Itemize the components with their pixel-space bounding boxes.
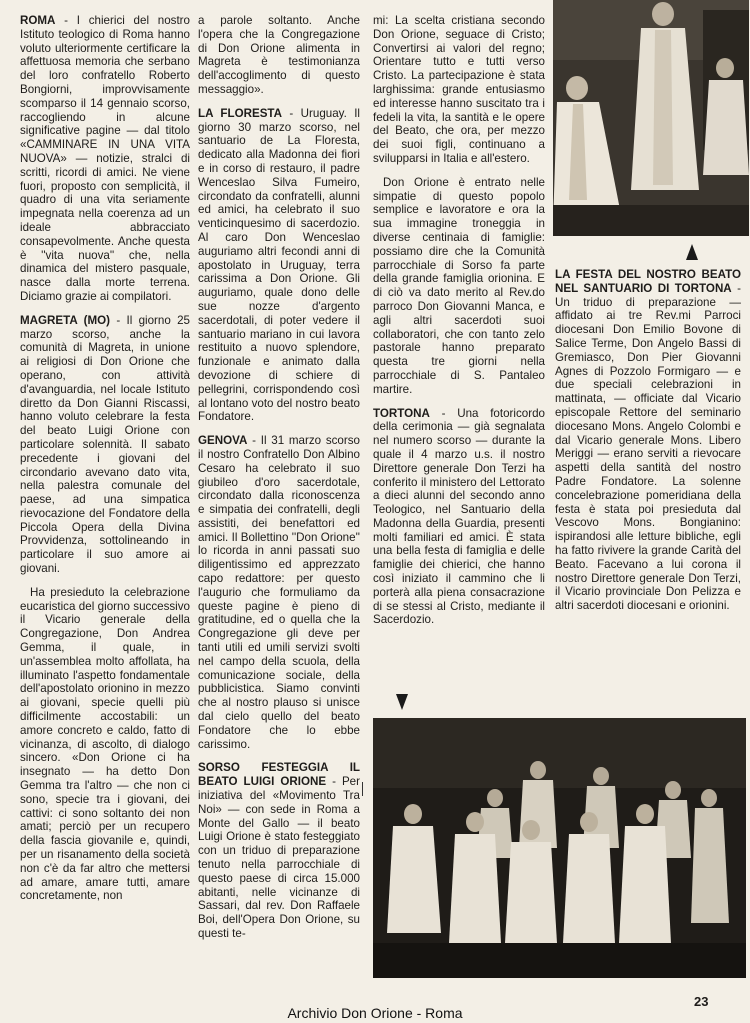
- body-sorso: - Per iniziativa del «Movimento Tra Noi» — con sede in Roma a Monte del Gallo — il beato Luigi Orione è stato festeggiato con un triduo di preparazione tenuto nella parrocchiale di questo paese di circa 15.000 abitanti, nelle vicinanze di Sassari, dal rev. Don Raffaele Boi, dell'Opera Don Orione, su questi te-: [198, 775, 360, 940]
- article-roma: [20, 14, 190, 304]
- article-genova: [198, 434, 360, 751]
- column-rule: [362, 782, 363, 796]
- heading-magreta: MAGRETA (MO): [20, 313, 111, 327]
- article-sorso-end: Don Orione è entrato nelle simpatie di questo popolo semplice e lavoratore e ora la sua immagine troneggia in diverse centinaia di famiglie: possiamo dire che la Comunità parrocchiale di Sorso fa parte della grande famiglia orionina. E di ciò va dato merito al Rev.do parroco Don Giovanni Manca, e agli altri sacerdoti suoi collaboratori, che con tanto zelo pastorale hanno preparato questa tre giorni nella parrocchiale di S. Pantaleo martire.: [373, 175, 545, 396]
- heading-tortona: TORTONA: [373, 406, 430, 420]
- body-festa-santuario: - Un triduo di preparazione — affidato ai tre Rev.mi Parroci diocesani Don Emilio Bovone di Salice Terme, Don Angelo Bassi di Gremiasco, Don Pier Giovanni Agnes di Pozzolo Formigaro — e due speciali celebrazioni in mattinata, — officiate dal Vicario episcopale Rettore del seminario diocesano Mons. Angelo Colombi e dal Vicario generale Mons. Libero Meriggi — erano serviti a rievocare aspetti della santità del nostro Padre Fondatore. La solenne concelebrazione pomeridiana della festa è stata poi presieduta dal Vescovo Mons. Bongianino: ispirandosi alle letture bibliche, egli ha fatto rivivere la grande Carità del Beato. Facevano a lui corona il nostro Direttore generale Don Terzi, il Vicario provinciale Don Pelizza e altri sacerdoti diocesani e orionini.: [555, 281, 741, 613]
- article-festa-santuario: [555, 268, 741, 613]
- group-photo: [373, 718, 746, 978]
- heading-la-floresta: LA FLORESTA: [198, 106, 283, 120]
- arrow-up-icon: [686, 244, 698, 260]
- body-magreta: - Il giorno 25 marzo scorso, anche la comunità di Magreta, in unione ai religiosi di Don Orione che operano, con attività d'avanguardia, nel locale Istituto diretto da Don Gianni Riscassi, hanno voluto celebrare la festa del beato Luigi Orione con particolare solennità. Il sabato precedente i giovani del circondario avevano dato vita, nella palestra comunale del paese, ad una simpatica rievocazione del Fondatore della Piccola Opera della Divina Provvidenza, sottolineando in particolare il suo amore ai giovani.: [20, 313, 190, 576]
- heading-genova: GENOVA: [198, 434, 248, 448]
- article-sorso: [198, 761, 360, 940]
- article-magreta-cont: Ha presieduto la celebrazione eucaristica del giorno successivo il Vicario generale della Congregazione, Don Andrea Gemma, il quale, in un'assemblea molto affollata, ha illuminato l'aspetto fondamentale dell'apostolato orionino in mezzo ai giovani, specie quelli più difficilmente accostabili: un amore concreto e caldo, fatto di vicinanza, di ascolto, di dialogo sincero. «Don Orione ci ha insegnato — ha detto Don Gemma tra l'altro — che non ci sono, specie tra i giovani, dei cattivi: ci sono soltanto dei non amati; perciò per un recupero della fascia giovanile e, quindi, per un risanamento della società non c'è da far altro che mettersi ad amare, amare tutti, amare concretamente, non: [20, 585, 190, 903]
- column-2: [198, 14, 360, 979]
- column-4: [555, 268, 741, 708]
- body-la-floresta: - Uruguay. Il giorno 30 marzo scorso, nel santuario de La Floresta, dedicato alla Madonna dei fiori e in corso di restauro, il padre Wenceslao Silva Fumeiro, circondato da confratelli, alunni ed amici, ha celebrato il suo venticinquesimo di sacerdozio. Al caro Don Wenceslao auguriamo altri fecondi anni di apostolato in Uruguay, terra carissima a Don Orione. Gli auguriamo, quale dono delle sue nozze d'argento sacerdotali, di poter vedere il santuario mariano in cui lavora restituito a nuovo splendore, funzionale e animato dalla devozione di schiere di pellegrini, corrispondendo così al lontano voto del nostro beato Fondatore.: [198, 106, 360, 424]
- article-la-floresta: [198, 107, 360, 424]
- column-3: [373, 14, 545, 714]
- ceremony-photo: [553, 0, 749, 236]
- archive-footer: Archivio Don Orione - Roma: [287, 1005, 463, 1021]
- article-tortona: [373, 407, 545, 628]
- article-magreta: [20, 314, 190, 576]
- arrow-down-icon: [396, 694, 408, 710]
- group-photo-drawing: [373, 718, 746, 978]
- heading-festa-santuario: LA FESTA DEL NOSTRO BEATO NEL SANTUARIO DI TORTONA: [555, 268, 741, 295]
- heading-roma: ROMA: [20, 14, 56, 27]
- article-magreta-end: a parole soltanto. Anche l'opera che la Congregazione di Don Orione alimenta in Magreta è testimonianza dell'accoglimento di questo messaggio».: [198, 14, 360, 96]
- ceremony-photo-drawing: [553, 0, 749, 236]
- column-1: [20, 14, 190, 979]
- body-tortona: - Una fotoricordo della cerimonia — già segnalata nel numero scorso — durante la quale il 4 marzo u.s. il nostro Direttore generale Don Terzi ha conferito il ministero del Lettorato a dieci alunni del secondo anno Teologico, nel Santuario della Madonna della Guardia, presenti molti familiari ed amici. È stata una bella festa di famiglia e delle famiglie dei chierici, che hanno così iniziato il cammino che li porterà alla piena consacrazione di se stessi al Cristo, mediante il Sacerdozio.: [373, 406, 545, 627]
- page-number: 23: [694, 994, 709, 1009]
- heading-sorso: SORSO FESTEGGIA IL BEATO LUIGI ORIONE: [198, 761, 360, 789]
- body-genova: - Il 31 marzo scorso il nostro Confratello Don Albino Cesaro ha celebrato il suo giubileo d'oro sacerdotale, circondato dalla riconoscenza e simpatia dei confratelli, degli assistiti, dei benefattori ed amici. Il Bollettino ''Don Orione'' lo ricorda in anni passati suo diligentissimo ed apprezzato capo redattore: per questo l'augurio che formuliamo da queste pagine è pieno di gratitudine, ed o quella che la Congregazione gli deve per tanti utili ed umili servizi svolti nel campo della scuola, della comunicazione sociale, della pubblicistica. Siamo convinti che al nostro plauso si unisce dal cielo quello del beato Fondatore che lo ebbe carissimo.: [198, 434, 360, 751]
- body-roma: - I chierici del nostro Istituto teologico di Roma hanno voluto ulteriormente certificare la affettuosa memoria che serbano del loro confratello Roberto Bongiorni, improvvisamente scomparso il 14 gennaio scorso, raccogliendo in alcune significative pagine — dal titolo «CAMMINARE IN UNA VITA NUOVA» — notizie, stralci di scritti, ricordi di amici. Ne viene fuori, proposto con semplicità, il quadro di una vita seriamente impegnata nella coerenza ad un ideale abbracciato consapevolmente. Anche questa è ''vita nuova'' che, nella dinamica del mistero pasquale, nasce dalla morte terrena. Diciamo grazie ai compilatori.: [20, 14, 190, 303]
- article-sorso-cont: mi: La scelta cristiana secondo Don Orione, seguace di Cristo; Convertirsi ai valori del regno; Orientare tutto e tutti verso Cristo. La partecipazione è stata larghissima: grande entusiasmo ed interesse hanno suscitato tra i fedeli la vita, la santità e le opere del Beato, che ora, per mezzo dei suoi figli, continuano a svilupparsi in Italia e all'estero.: [373, 14, 545, 165]
